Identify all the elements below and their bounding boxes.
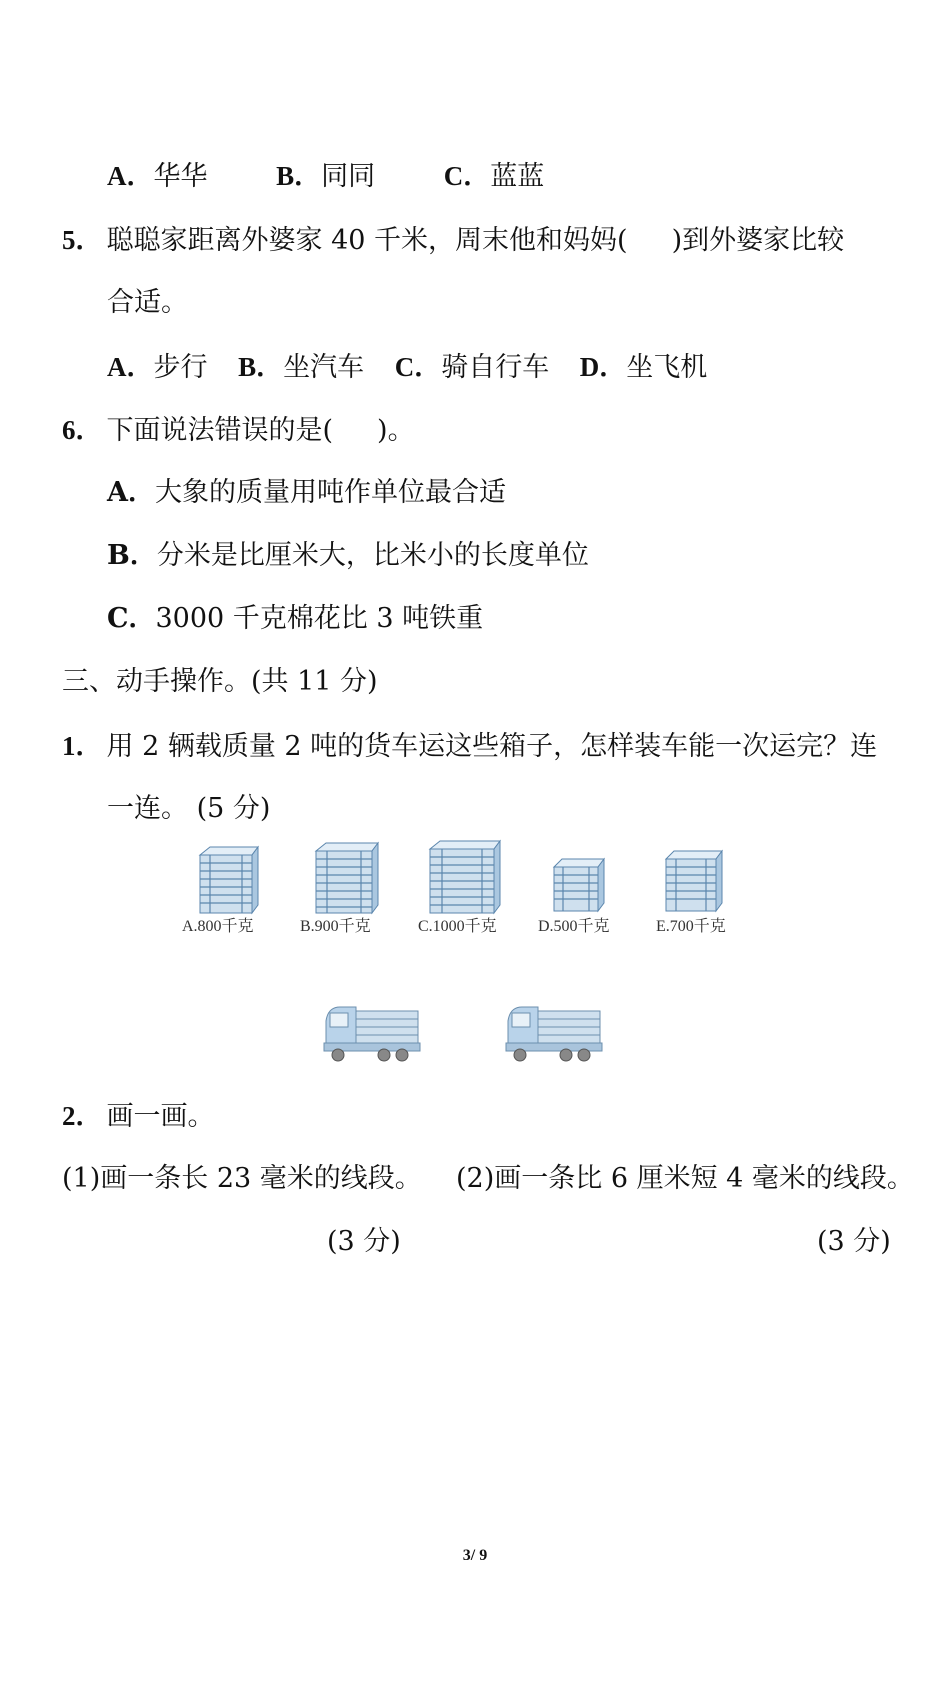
- q4-option-a[interactable]: A．华华: [107, 161, 208, 192]
- truck-1[interactable]: [322, 1003, 422, 1067]
- crate-c[interactable]: [418, 839, 502, 935]
- crate-row: [182, 845, 790, 945]
- truck-icon: [322, 1003, 422, 1063]
- s3-q2-score1: (3 分): [327, 1226, 401, 1257]
- q6-stem: 6． 下面说法错误的是( )。: [62, 415, 415, 446]
- q5-option-d[interactable]: D．坐飞机: [579, 352, 708, 383]
- crate-c-label: C.1000千克: [418, 918, 497, 935]
- crate-a-label: A.800千克: [182, 918, 254, 935]
- crate-d-icon: [550, 857, 606, 913]
- crate-b[interactable]: [300, 841, 380, 935]
- q4-option-b[interactable]: B．同同: [276, 161, 376, 192]
- crate-d[interactable]: [538, 857, 610, 935]
- s3-q1-stem-cont: 一连。 (5 分): [107, 793, 271, 824]
- q6-option-b[interactable]: B．分米是比厘米大，比米小的长度单位: [107, 540, 589, 571]
- s3-q2-part2: (2)画一条比 6 厘米短 4 毫米的线段。: [456, 1163, 914, 1194]
- crate-e-label: E.700千克: [656, 918, 726, 935]
- q4-options: [107, 158, 566, 195]
- crate-e[interactable]: [656, 849, 726, 935]
- truck-icon: [504, 1003, 604, 1063]
- page-number: 3/ 9: [462, 1547, 488, 1564]
- s3-q2-stem: 2． 画一画。: [62, 1101, 215, 1132]
- q5-option-c[interactable]: C．骑自行车: [394, 352, 550, 383]
- s3-q2-part1: (1)画一条长 23 毫米的线段。: [62, 1163, 422, 1194]
- q5-stem-cont: 合适。: [107, 287, 188, 318]
- crate-a-icon: [196, 845, 260, 915]
- section-3-title: 三、动手操作。(共 11 分): [62, 666, 378, 697]
- q5-option-b[interactable]: B．坐汽车: [238, 352, 365, 383]
- q5-option-a[interactable]: A．步行: [107, 352, 208, 383]
- crate-a[interactable]: [182, 845, 260, 935]
- s3-q1-stem: 1． 用 2 辆载质量 2 吨的货车运这些箱子，怎样装车能一次运完？连: [62, 731, 878, 762]
- crate-c-icon: [426, 839, 502, 915]
- q4-option-c[interactable]: C．蓝蓝: [443, 161, 545, 192]
- truck-2[interactable]: [504, 1003, 604, 1067]
- q5-stem: 5． 聪聪家距离外婆家 40 千米，周末他和妈妈( )到外婆家比较: [62, 225, 845, 256]
- q6-option-a[interactable]: A．大象的质量用吨作单位最合适: [107, 477, 506, 508]
- q6-option-c[interactable]: C．3000 千克棉花比 3 吨铁重: [107, 603, 484, 634]
- crate-d-label: D.500千克: [538, 918, 610, 935]
- s3-q2-score2: (3 分): [817, 1226, 891, 1257]
- crate-b-label: B.900千克: [300, 918, 371, 935]
- q5-options: [107, 349, 729, 386]
- crate-b-icon: [312, 841, 380, 915]
- crate-e-icon: [662, 849, 724, 913]
